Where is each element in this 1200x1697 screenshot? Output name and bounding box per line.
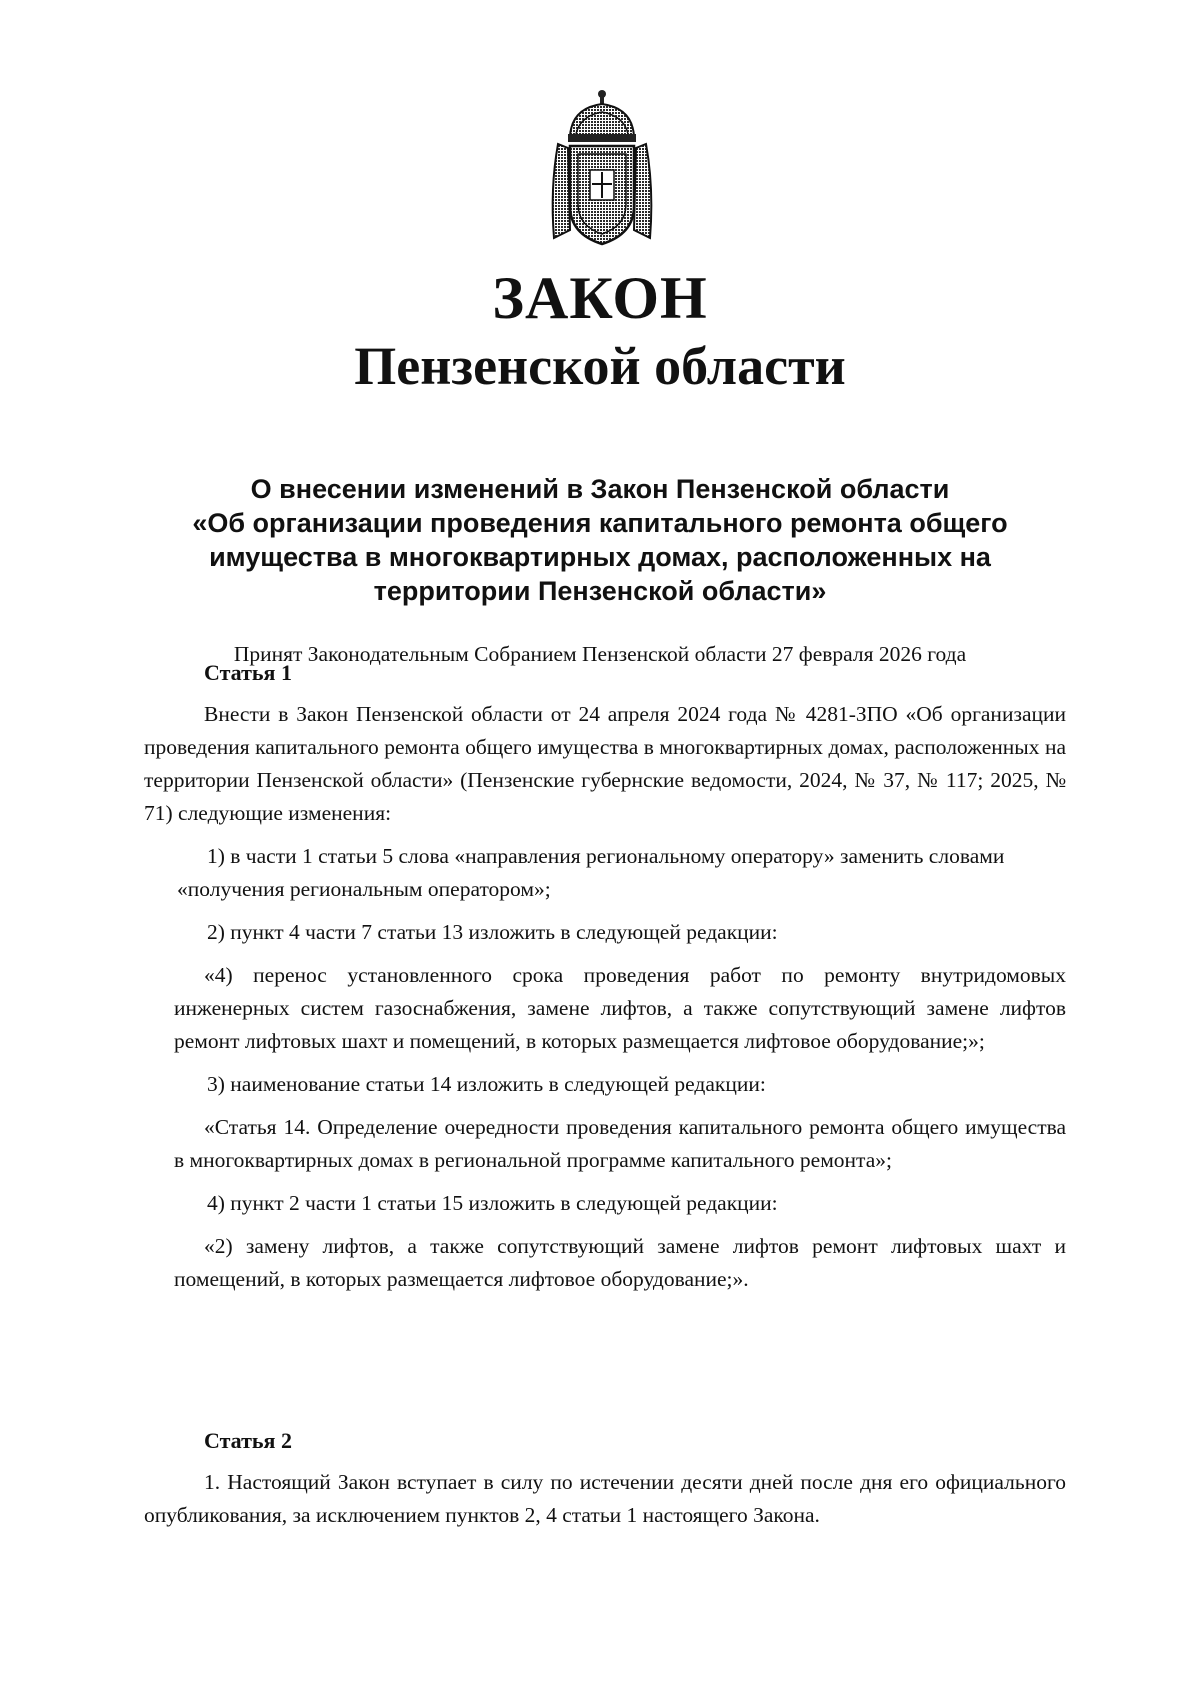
article-1-item-4: 4) пункт 2 части 1 статьи 15 изложить в следующей редакции: <box>207 1191 778 1215</box>
article-1-item-2: 2) пункт 4 части 7 статьи 13 изложить в следующей редакции: <box>207 920 778 944</box>
article-1-quote-2: «4) перенос установленного срока проведения работ по ремонту внутридомовых инженерных систем газоснабжения, замене лифтов, а также сопутствующий замене лифтов ремонт лифтовых шахт и помещений, в которых размещается лифтовое оборудование;»; <box>174 963 1066 1053</box>
article-1-quote-4: «2) замену лифтов, а также сопутствующий замене лифтов ремонт лифтовых шахт и помещений, в которых размещается лифтовое оборудование;». <box>174 1234 1066 1291</box>
law-region: Пензенской области <box>354 336 846 396</box>
penza-coat-of-arms-icon <box>540 88 664 248</box>
subject-line: территории Пензенской области» <box>373 576 827 606</box>
article-1-heading: Статья 1 <box>204 660 292 685</box>
article-2-para-1: 1. Настоящий Закон вступает в силу по истечении десяти дней после дня его официального опубликования, за исключением пунктов 2, 4 статьи 1 настоящего Закона. <box>144 1470 1066 1527</box>
article-1-body <box>144 698 1066 1296</box>
adoption-statement: Принят Законодательным Собранием Пензенской области 27 февраля 2026 года <box>233 642 967 666</box>
article-1-quote-3: «Статья 14. Определение очередности проведения капитального ремонта общего имущества в многоквартирных домах в региональной программе капитального ремонта»; <box>174 1115 1066 1172</box>
subject-line: О внесении изменений в Закон Пензенской области <box>250 474 950 504</box>
article-2-body <box>144 1466 1066 1532</box>
article-1-item-1: 1) в части 1 статьи 5 слова «направления региональному оператору» заменить словами «получения региональным оператором»; <box>177 844 1005 901</box>
article-1-item-3: 3) наименование статьи 14 изложить в следующей редакции: <box>207 1072 766 1096</box>
law-title: ЗАКОН <box>492 265 708 331</box>
law-subject <box>150 472 1050 608</box>
article-1-intro: Внести в Закон Пензенской области от 24 апреля 2024 года № 4281-ЗПО «Об организации проведения капитального ремонта общего имущества в многоквартирных домах, расположенных на территории Пензенской области» (Пензенские губернские ведомости, 2024, № 37, № 117; 2025, № 71) следующие изменения: <box>144 702 1066 825</box>
article-2-heading: Статья 2 <box>204 1428 292 1453</box>
subject-line: «Об организации проведения капитального ремонта общего <box>192 508 1008 538</box>
subject-line: имущества в многоквартирных домах, расположенных на <box>209 542 991 572</box>
